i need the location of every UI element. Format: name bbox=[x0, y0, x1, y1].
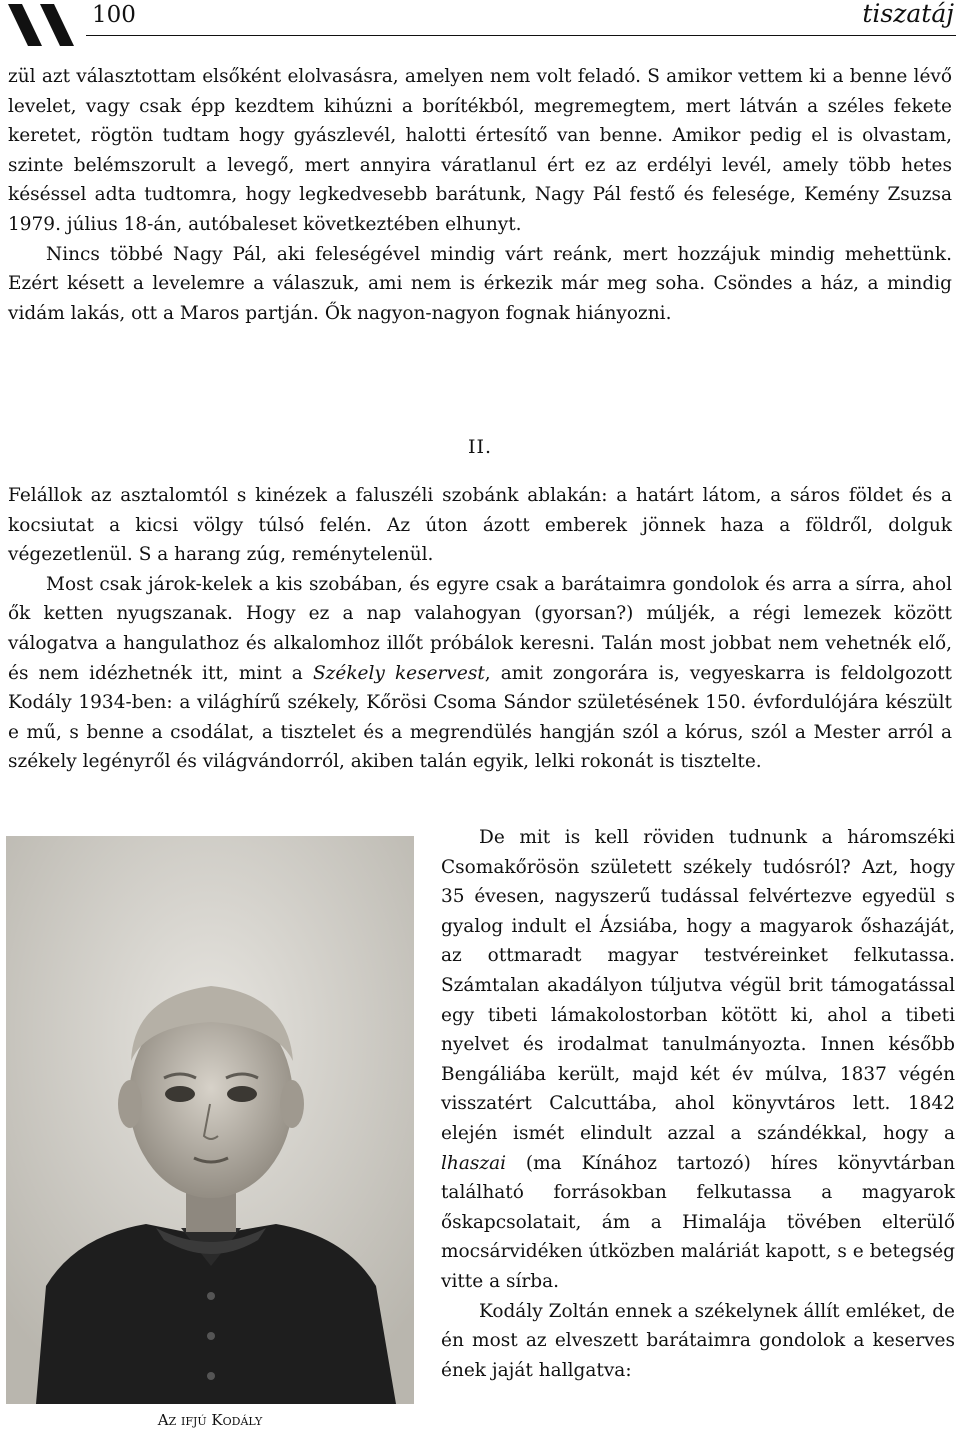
section-paragraph: Felállok az asztalomtól s kinézek a faluszéli szobánk ablakán: a határt látom, a sáros földet és a kocsiutat a kicsi völgy túlsó felén. Az úton ázott emberek jönnek haza a földről, dolguk végezetlenül. S a harang zúg, reménytelenül. bbox=[8, 485, 952, 566]
text-run: Most csak járok-kelek a kis szobában, és egyre csak a barátaimra gondolok és arra a sírra, ahol ők ketten nyugszanak. Hogy ez a nap valahogyan (gyorsan?) múljék, a régi lemezek között válogatva a hangulathoz és alkalomhoz illőt próbálok keresni. Talán most jobbat nem vehetnék elő, és nem idézhetnék itt, mint a bbox=[8, 573, 952, 684]
side-paragraph bbox=[441, 823, 955, 1297]
intro-text bbox=[8, 62, 952, 328]
work-title: Székely keservest bbox=[312, 662, 485, 684]
journal-name: tiszatáj bbox=[862, 0, 954, 28]
text-run: (ma Kínához tartozó) híres könyvtárban található forrásokban felkutassa a magyarok őskapcsolatait, ám a Himalája tövében elterülő mocsárvidéken útközben maláriát kapott, s e betegség vitte a sírba. bbox=[441, 1152, 955, 1292]
place-name: lhaszai bbox=[441, 1152, 507, 1174]
intro-paragraph: Nincs többé Nagy Pál, aki feleségével mindig várt reánk, mert hozzájuk mindig mehettünk. Ezért késett a levelemre a válaszuk, ami nem is érkezik már meg soha. Csöndes a ház, a mindig vidám lakás, ott a Maros partján. Ők nagyon-nagyon fognak hiányozni. bbox=[8, 243, 952, 324]
photo-caption: Az ifjú Kodály bbox=[157, 1411, 263, 1429]
page-number: 100 bbox=[92, 2, 136, 28]
intro-paragraph: zül azt választottam elsőként elolvasásra, amelyen nem volt feladó. S amikor vettem ki a benne lévő levelet, vagy csak épp kezdtem kihúzni a borítékból, megremegtem, mert látván a széles fekete keretet, rögtön tudtam hogy gyászlevél, halotti értesítő van benne. Amikor pedig el is olvastam, szinte belémszorult a levegő, mert annyira váratlanul ért ez az erdélyi levél, amely több hetes késéssel adta tudtomra, hogy legkedvesebb barátunk, Nagy Pál festő és felesége, Kemény Zsuzsa 1979. július 18-án, autóbaleset következtében elhunyt. bbox=[8, 66, 952, 235]
side-paragraph: Kodály Zoltán ennek a székelynek állít emléket, de én most az elveszett barátaimra gondolok a keserves ének jaját hallgatva: bbox=[441, 1300, 955, 1381]
section-text bbox=[8, 481, 952, 777]
section-paragraph bbox=[8, 570, 952, 777]
side-column-text bbox=[441, 823, 955, 1385]
section-number: II. bbox=[467, 436, 493, 458]
text-run: , amit zongorára is, vegyeskarra is feldolgozott Kodály 1934-ben: a világhírű székely, Kőrösi Csoma Sándor születésének 150. évfordulójára készült e mű, s benne a csodálat, a tisztelet és a megrendülés hangján szól a kórus, szól a Mester arról a székely legényről és világvándorról, akiben talán egyik, lelki rokonát is tisztelte. bbox=[8, 662, 952, 773]
journal-logo bbox=[8, 4, 78, 46]
header-rule bbox=[86, 35, 956, 36]
portrait-photo bbox=[6, 836, 414, 1404]
text-run: De mit is kell röviden tudnunk a háromszéki Csomakőrösön született székely tudósról? Azt, hogy 35 évesen, nagyszerű tudással felvértezve egyedül s gyalog indult el Ázsiába, hogy a magyarok őshazáját, az ottmaradt magyar testvéreinket felkutassa. Számtalan akadályon túljutva végül brit támogatással egy tibeti lámakolostorban kötött ki, ahol a tibeti nyelvet és irodalmat tanulmányozta. Innen később Bengáliába került, majd két év múlva, 1837 végén visszatért Calcuttába, ahol könyvtáros lett. 1842 elején ismét elindult azzal a szándékkal, hogy a bbox=[441, 827, 955, 1144]
page-header bbox=[0, 0, 960, 52]
